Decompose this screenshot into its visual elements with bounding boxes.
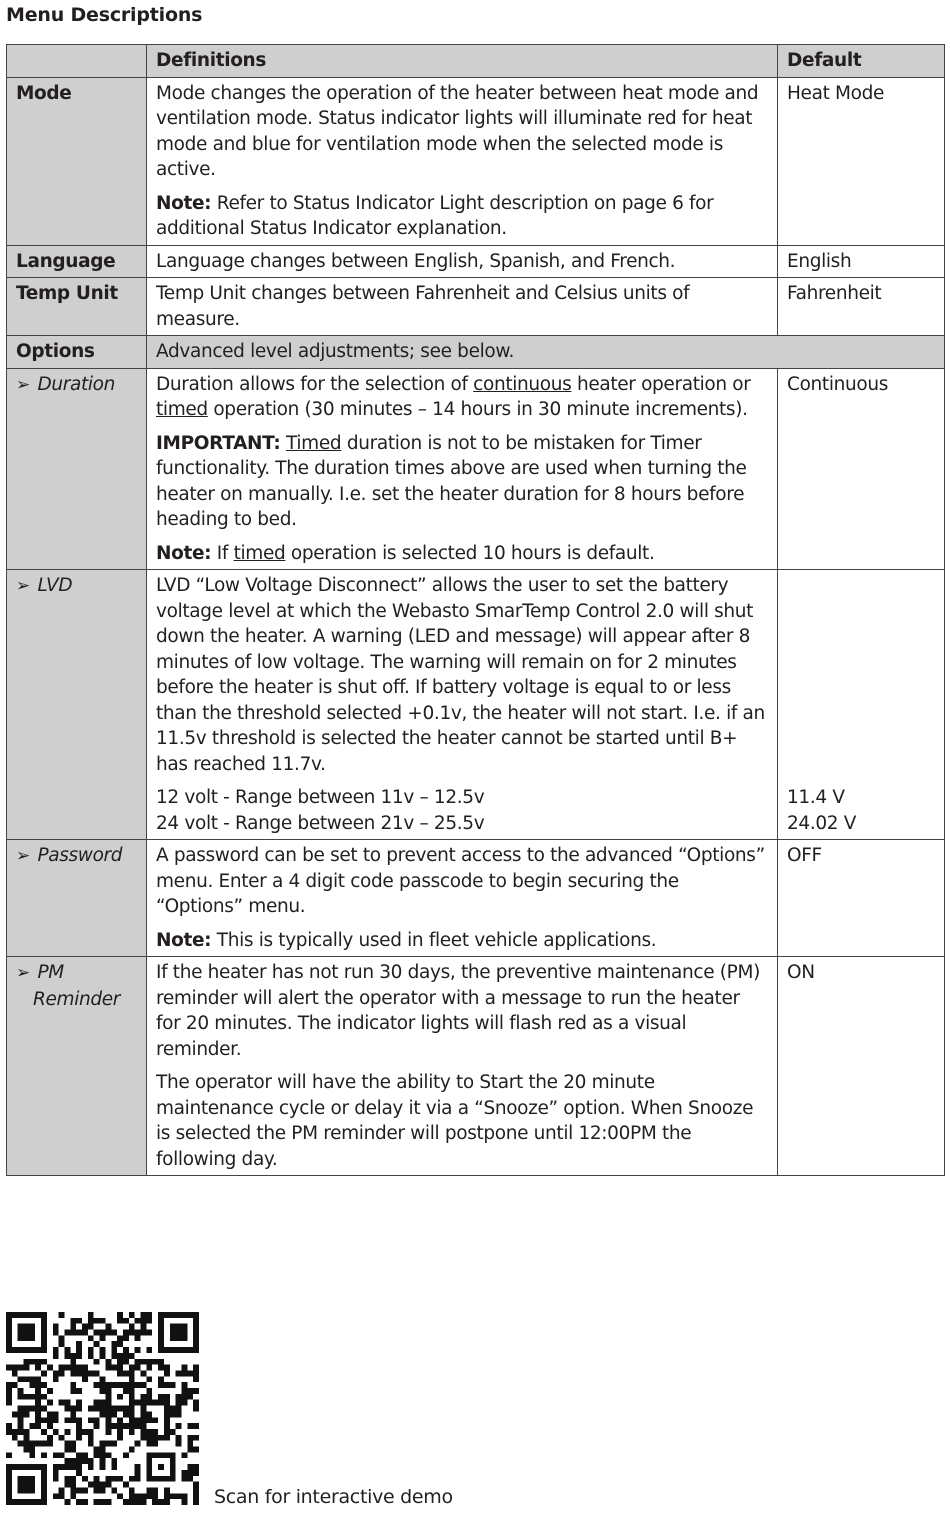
note-text: Refer to Status Indicator Light description on page 6 for additional Status Indicator explanation. [156,192,714,239]
note-label: Note: [156,542,212,564]
row-label-pm-reminder [7,957,147,1176]
row-definition-lvd [147,570,778,840]
note-text-b: operation is selected 10 hours is default. [285,542,655,564]
row-default-language: English [778,245,945,278]
row-definition-duration [147,368,778,570]
lvd-label: LVD [37,575,73,596]
duration-text-c: operation (30 minutes – 14 hours in 30 minute increments). [207,399,748,420]
note-text: This is typically used in fleet vehicle applications. [211,929,657,951]
duration-text-b: heater operation or [571,373,751,395]
range-24-volt: 24 volt - Range between 21v – 25.5v [156,812,485,834]
note-label: Note: [156,929,212,951]
arrow-bullet-icon: ➢ [16,374,30,395]
row-definition-pm-reminder [147,957,778,1176]
row-label-options: Options [7,336,147,369]
mode-note [156,191,768,242]
note-text-a: If [211,542,234,564]
password-note [156,928,768,954]
row-label-lvd [7,570,147,840]
row-label-mode: Mode [7,77,147,245]
page-heading: Menu Descriptions [6,4,203,26]
table-row-options [7,336,945,369]
table-row-lvd [7,570,945,840]
row-definition-options: Advanced level adjustments; see below. [147,336,945,369]
row-definition-password [147,840,778,957]
arrow-bullet-icon: ➢ [16,963,30,983]
header-default: Default [778,45,945,78]
timed-underlined-2: Timed [286,432,342,454]
row-default-password: OFF [778,840,945,957]
pm-description-2: The operator will have the ability to Start the 20 minute maintenance cycle or delay it via a “Snooze” option. When Snooze is selected the PM reminder will postpone until 12:00PM the following day. [156,1072,754,1170]
table-row-password [7,840,945,957]
row-default-mode: Heat Mode [778,77,945,245]
password-label: Password [37,845,123,866]
qr-code-icon [6,1310,199,1507]
table-row-duration [7,368,945,570]
arrow-bullet-icon: ➢ [16,846,30,866]
menu-descriptions-table [6,44,945,1176]
lvd-description: LVD “Low Voltage Disconnect” allows the user to set the battery voltage level at which the Webasto SmarTemp Control 2.0 will shut down the heater. A warning (LED and message) will appear after 8 minutes of low voltage. The warning will remain on for 2 minutes before the heater is shut off. If battery voltage is equal to or less than the threshold selected +0.1v, the heater will not start. I.e. if an 11.5v threshold is selected the heater cannot be started until B+ has reached 11.7v. [156,575,765,775]
reminder-label: Reminder [33,988,121,1010]
row-definition-mode [147,77,778,245]
duration-label: Duration [37,373,115,395]
table-header-row [7,45,945,78]
table-row-mode [7,77,945,245]
lvd-ranges [156,785,768,836]
row-label-language: Language [7,245,147,278]
password-description: A password can be set to prevent access to the advanced “Options” menu. Enter a 4 digit code passcode to begin securing the “Options” menu. [156,845,765,917]
header-empty-cell [7,45,147,78]
row-default-duration: Continuous [778,368,945,570]
duration-important [156,431,768,533]
duration-text-a: Duration allows for the selection of [156,373,474,395]
note-label: Note: [156,192,212,214]
table-row-temp-unit [7,278,945,336]
important-label: IMPORTANT: [156,432,281,454]
continuous-underlined: continuous [473,373,572,395]
header-definitions: Definitions [147,45,778,78]
default-24-volt: 24.02 V [787,812,857,834]
row-definition-language: Language changes between English, Spanish, and French. [147,245,778,278]
table-row-language [7,245,945,278]
arrow-bullet-icon: ➢ [16,576,30,596]
mode-description: Mode changes the operation of the heater between heat mode and ventilation mode. Status indicator lights will illuminate red for heat mode and blue for ventilation mode when the selected mode is active. [156,82,759,180]
duration-note [156,541,768,567]
timed-underlined: timed [156,399,208,420]
pm-description-1: If the heater has not run 30 days, the preventive maintenance (PM) reminder will alert the operator with a message to run the heater for 20 minutes. The indicator lights will flash red as a visual reminder. [156,962,760,1060]
qr-caption: Scan for interactive demo [214,1486,453,1508]
row-label-temp-unit: Temp Unit [7,278,147,336]
important-text: duration is not to be mistaken for Timer functionality. The duration times above are used when turning the heater on manually. I.e. set the heater duration for 8 hours before heading to bed. [156,432,747,530]
row-default-temp-unit: Fahrenheit [778,278,945,336]
row-definition-temp-unit: Temp Unit changes between Fahrenheit and Celsius units of measure. [147,278,778,336]
range-12-volt: 12 volt - Range between 11v – 12.5v [156,787,485,808]
timed-underlined-3: timed [233,542,286,564]
duration-description [156,372,768,423]
row-label-password [7,840,147,957]
row-default-pm-reminder: ON [778,957,945,1176]
table-row-pm-reminder [7,957,945,1176]
default-12-volt: 11.4 V [787,787,845,808]
row-label-duration [7,368,147,570]
row-default-lvd [778,570,945,840]
pm-label: PM [37,962,64,983]
